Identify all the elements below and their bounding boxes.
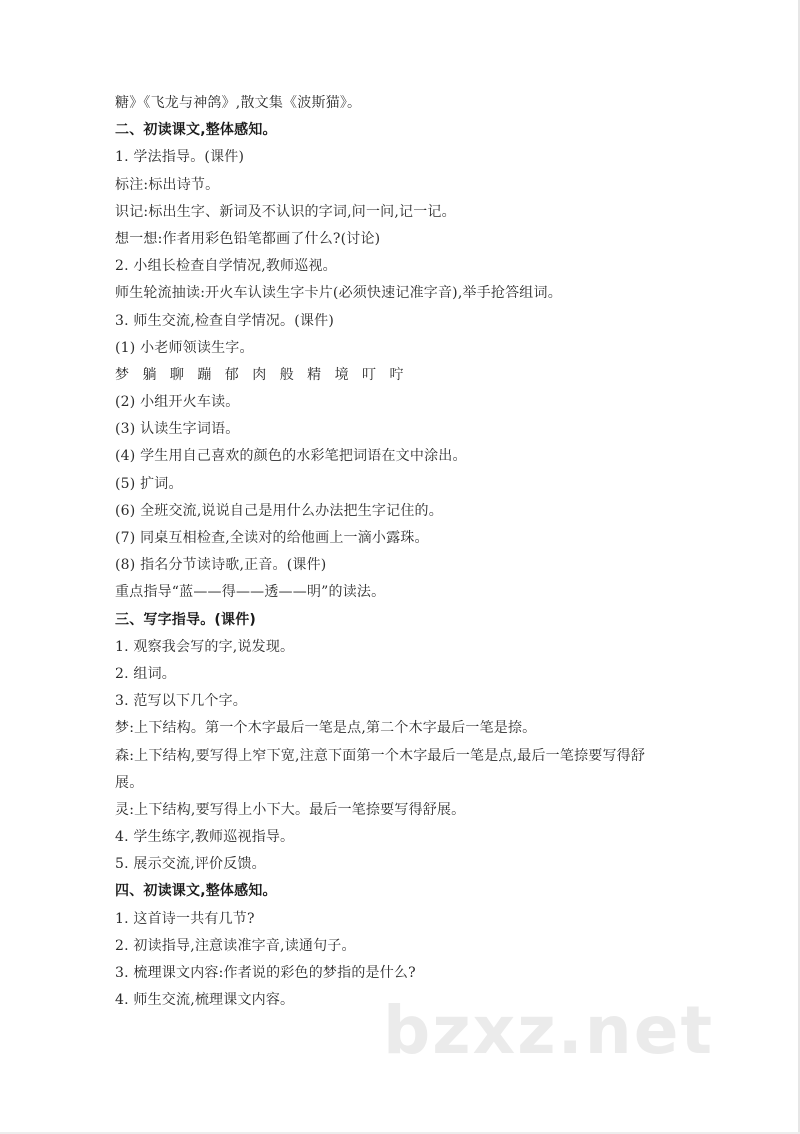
text-line: 1. 这首诗一共有几节?	[115, 910, 255, 927]
text-line: 1. 观察我会写的字,说发现。	[115, 638, 295, 655]
section-heading-3: 三、写字指导。(课件)	[115, 611, 256, 628]
new-characters-row: 梦 躺 聊 蹦 郁 肉 般 精 境 叮 咛	[115, 366, 405, 383]
section-heading-4: 四、初读课文,整体感知。	[115, 883, 277, 900]
text-line: (7) 同桌互相检查,全读对的给他画上一滴小露珠。	[115, 530, 429, 546]
text-line: 森:上下结构,要写得上窄下宽,注意下面第一个木字最后一笔是点,最后一笔捺要写得舒	[115, 747, 646, 764]
text-line: (2) 小组开火车读。	[115, 394, 240, 411]
section-heading-2: 二、初读课文,整体感知。	[115, 122, 277, 139]
text-line: 想一想:作者用彩色铅笔都画了什么?(讨论)	[115, 230, 381, 247]
text-line: (3) 认读生字词语。	[115, 421, 240, 438]
text-line: (1) 小老师领读生字。	[115, 339, 254, 356]
text-line: 3. 梳理课文内容:作者说的彩色的梦指的是什么?	[115, 965, 416, 981]
text-line: 灵:上下结构,要写得上小下大。最后一笔捺要写得舒展。	[115, 801, 466, 818]
text-line: 2. 初读指导,注意读准字音,读通句子。	[115, 937, 356, 954]
text-line: 师生轮流抽读:开火车认读生字卡片(必须快速记准字音),举手抢答组词。	[115, 285, 562, 302]
text-line: 展。	[115, 774, 144, 791]
text-line: (5) 扩词。	[115, 475, 183, 492]
text-line: (6) 全班交流,说说自己是用什么办法把生字记住的。	[115, 502, 443, 519]
text-line: 2. 小组长检查自学情况,教师巡视。	[115, 258, 337, 275]
text-line: 3. 师生交流,检查自学情况。(课件)	[115, 312, 334, 329]
text-line: 3. 范写以下几个字。	[115, 693, 248, 710]
text-line: 重点指导“蓝——得——透——明”的读法。	[115, 584, 386, 601]
text-line: 4. 师生交流,梳理课文内容。	[115, 992, 295, 1009]
text-line: 识记:标出生字、新词及不认识的字词,问一问,记一记。	[115, 203, 456, 220]
text-line: (8) 指名分节读诗歌,正音。(课件)	[115, 557, 327, 574]
text-line: 梦:上下结构。第一个木字最后一笔是点,第二个木字最后一笔是捺。	[115, 720, 537, 737]
text-line: 2. 组词。	[115, 665, 177, 682]
text-line: (4) 学生用自己喜欢的颜色的水彩笔把词语在文中涂出。	[115, 448, 467, 465]
text-line: 5. 展示交流,评价反馈。	[115, 856, 266, 873]
document-body	[115, 90, 695, 1014]
text-line: 标注:标出诗节。	[115, 176, 220, 193]
site-watermark: bzxz.net	[383, 992, 715, 1069]
text-line: 4. 学生练字,教师巡视指导。	[115, 829, 295, 846]
text-line: 1. 学法指导。(课件)	[115, 149, 245, 166]
text-line-intro-continuation: 糖》《飞龙与神鸽》,散文集《波斯猫》。	[115, 95, 362, 111]
